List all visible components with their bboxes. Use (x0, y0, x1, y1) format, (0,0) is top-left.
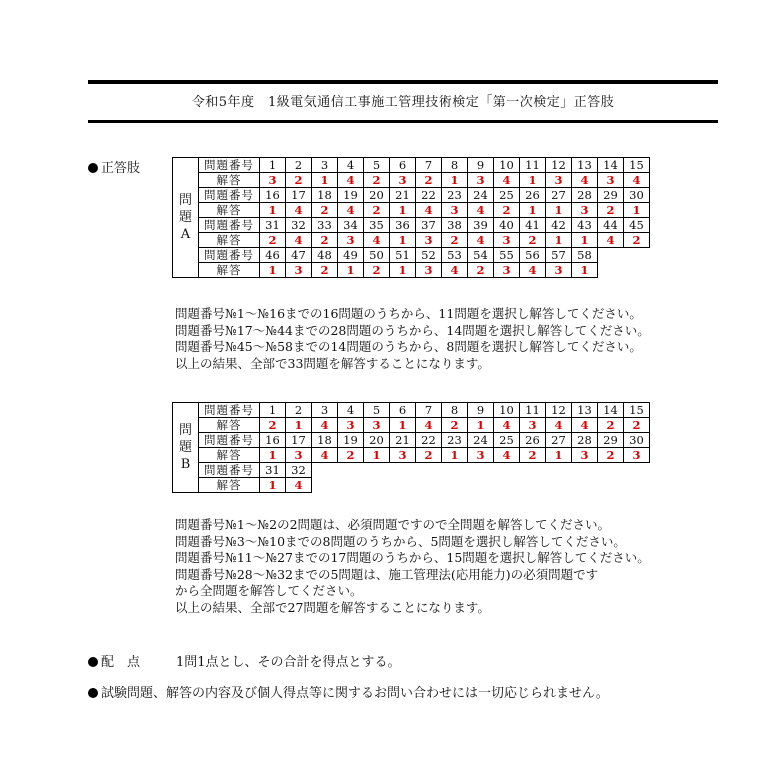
side-label-char: A (180, 227, 191, 242)
question-number-cell: 7 (416, 158, 442, 173)
question-number-cell: 30 (624, 188, 650, 203)
empty-cell (442, 463, 468, 478)
question-number-cell: 24 (468, 433, 494, 448)
question-number-cell: 13 (572, 403, 598, 418)
answer-cell: 1 (572, 263, 598, 278)
question-number-cell: 35 (364, 218, 390, 233)
question-number-cell: 36 (390, 218, 416, 233)
answer-cell: 4 (286, 233, 312, 248)
answer-cell: 3 (546, 263, 572, 278)
answer-row (173, 418, 650, 433)
question-number-cell: 21 (390, 433, 416, 448)
question-number-cell: 5 (364, 403, 390, 418)
question-number-cell: 27 (546, 188, 572, 203)
empty-cell (624, 248, 650, 263)
question-number-cell: 10 (494, 403, 520, 418)
empty-cell (442, 478, 468, 493)
table-side-label (173, 158, 199, 278)
answer-cell: 4 (572, 173, 598, 188)
question-number-cell: 54 (468, 248, 494, 263)
answer-cell: 1 (390, 263, 416, 278)
empty-cell (546, 463, 572, 478)
answer-cell: 2 (260, 233, 286, 248)
question-number-cell: 28 (572, 188, 598, 203)
answer-header: 解答 (199, 173, 260, 188)
answer-cell: 1 (572, 233, 598, 248)
answer-cell: 1 (286, 418, 312, 433)
question-number-cell: 52 (416, 248, 442, 263)
answer-cell: 3 (572, 448, 598, 463)
empty-cell (520, 463, 546, 478)
side-label-char: 問 (178, 193, 192, 208)
inquiry-note-text: 試験問題、解答の内容及び個人得点等に関するお問い合わせには一切応じられません。 (101, 686, 609, 701)
answer-cell: 3 (338, 418, 364, 433)
question-number-header: 問題番号 (199, 433, 260, 448)
question-number-cell: 26 (520, 188, 546, 203)
question-number-cell: 29 (598, 433, 624, 448)
question-number-cell: 32 (286, 218, 312, 233)
empty-cell (572, 478, 598, 493)
empty-cell (338, 478, 364, 493)
question-number-cell: 49 (338, 248, 364, 263)
answer-cell: 1 (442, 173, 468, 188)
empty-cell (338, 463, 364, 478)
empty-cell (598, 478, 624, 493)
answer-cell: 1 (260, 203, 286, 218)
answer-cell: 1 (546, 203, 572, 218)
answer-cell: 1 (364, 448, 390, 463)
question-number-cell: 19 (338, 188, 364, 203)
answer-cell: 1 (520, 203, 546, 218)
answers-section-label (88, 157, 140, 176)
question-number-cell: 11 (520, 403, 546, 418)
document-title: 令和5年度 1級電気通信工事施工管理技術検定「第一次検定」正答肢 (191, 95, 615, 110)
note-line: 問題番号№1～№2の2問題は、必須問題ですので全問題を解答してください。 (175, 517, 611, 532)
title-underline (88, 120, 718, 123)
answer-cell: 4 (494, 448, 520, 463)
answer-cell: 3 (598, 173, 624, 188)
question-number-cell: 14 (598, 403, 624, 418)
empty-cell (416, 463, 442, 478)
question-number-cell: 11 (520, 158, 546, 173)
empty-cell (624, 478, 650, 493)
note-line: 問題番号№1～№16までの16問題のうちから、11問題を選択し解答してください。 (175, 306, 642, 321)
answer-cell: 4 (286, 478, 312, 493)
answer-header: 解答 (199, 448, 260, 463)
answer-cell: 1 (624, 203, 650, 218)
empty-cell (546, 478, 572, 493)
answer-cell: 2 (624, 418, 650, 433)
question-number-cell: 22 (416, 433, 442, 448)
question-number-cell: 12 (546, 158, 572, 173)
question-number-cell: 19 (338, 433, 364, 448)
answer-cell: 4 (520, 263, 546, 278)
answer-cell: 4 (312, 448, 338, 463)
question-number-cell: 9 (468, 403, 494, 418)
answer-table-a (172, 157, 650, 278)
answer-cell: 1 (260, 263, 286, 278)
answer-cell: 2 (364, 263, 390, 278)
question-number-cell: 2 (286, 403, 312, 418)
question-number-cell: 27 (546, 433, 572, 448)
answer-cell: 3 (468, 448, 494, 463)
question-number-cell: 12 (546, 403, 572, 418)
question-number-row (173, 248, 650, 263)
note-line: から全問題を解答してください。 (175, 583, 363, 598)
answer-cell: 1 (520, 173, 546, 188)
question-number-cell: 20 (364, 188, 390, 203)
question-number-cell: 10 (494, 158, 520, 173)
note-line: 以上の結果、全部で33問題を解答することになります。 (175, 355, 490, 371)
answer-cell: 1 (546, 233, 572, 248)
question-number-cell: 40 (494, 218, 520, 233)
side-label-char: 題 (178, 210, 192, 225)
empty-cell (598, 263, 624, 278)
empty-cell (572, 463, 598, 478)
answer-cell: 1 (390, 233, 416, 248)
table-b-notes (175, 517, 650, 616)
answer-cell: 4 (598, 233, 624, 248)
question-number-cell: 16 (260, 188, 286, 203)
side-label-char: 問 (178, 423, 192, 438)
question-number-cell: 18 (312, 433, 338, 448)
question-number-cell: 28 (572, 433, 598, 448)
answer-cell: 4 (338, 173, 364, 188)
answer-row (173, 263, 650, 278)
question-number-cell: 8 (442, 403, 468, 418)
question-number-cell: 50 (364, 248, 390, 263)
question-number-header: 問題番号 (199, 248, 260, 263)
question-number-cell: 7 (416, 403, 442, 418)
answer-cell: 4 (416, 203, 442, 218)
answer-cell: 2 (520, 233, 546, 248)
note-line: 問題番号№3～№10までの8問題のうちから、5問題を選択し解答してください。 (175, 533, 626, 549)
question-number-cell: 6 (390, 403, 416, 418)
question-number-cell: 31 (260, 463, 286, 478)
empty-cell (520, 478, 546, 493)
answer-cell: 4 (546, 418, 572, 433)
table-a-notes (175, 306, 650, 372)
question-number-cell: 25 (494, 433, 520, 448)
question-number-cell: 18 (312, 188, 338, 203)
answer-cell: 1 (468, 418, 494, 433)
answer-cell: 1 (260, 448, 286, 463)
empty-cell (468, 478, 494, 493)
answer-cell: 4 (624, 173, 650, 188)
answer-cell: 1 (260, 478, 286, 493)
empty-cell (364, 463, 390, 478)
answer-cell: 3 (494, 263, 520, 278)
answer-cell: 2 (468, 263, 494, 278)
question-number-cell: 17 (286, 433, 312, 448)
question-number-cell: 8 (442, 158, 468, 173)
answer-row (173, 173, 650, 188)
answer-cell: 3 (364, 418, 390, 433)
question-number-cell: 23 (442, 433, 468, 448)
question-number-cell: 15 (624, 403, 650, 418)
answer-header: 解答 (199, 203, 260, 218)
answer-cell: 1 (338, 263, 364, 278)
question-number-cell: 23 (442, 188, 468, 203)
question-number-header: 問題番号 (199, 218, 260, 233)
answer-cell: 3 (390, 173, 416, 188)
answer-header: 解答 (199, 233, 260, 248)
answers-section-label-text: 正答肢 (101, 161, 141, 176)
answer-cell: 4 (312, 418, 338, 433)
question-number-cell: 57 (546, 248, 572, 263)
question-number-row (173, 188, 650, 203)
question-number-cell: 56 (520, 248, 546, 263)
answer-cell: 3 (390, 448, 416, 463)
scoring-label-text: 配 点 (101, 655, 141, 670)
answer-cell: 2 (442, 418, 468, 433)
question-number-cell: 16 (260, 433, 286, 448)
question-number-cell: 21 (390, 188, 416, 203)
answer-cell: 3 (468, 173, 494, 188)
question-number-cell: 2 (286, 158, 312, 173)
answer-cell: 1 (546, 448, 572, 463)
answer-cell: 2 (416, 448, 442, 463)
answer-cell: 3 (624, 448, 650, 463)
note-line: 問題番号№17～№44までの28問題のうちから、14問題を選択し解答してください。 (175, 322, 650, 338)
note-line: 以上の結果、全部で27問題を解答することになります。 (175, 599, 490, 615)
question-number-cell: 32 (286, 463, 312, 478)
empty-cell (598, 463, 624, 478)
answer-cell: 1 (312, 173, 338, 188)
answer-cell: 4 (468, 203, 494, 218)
answer-cell: 4 (416, 418, 442, 433)
empty-cell (416, 478, 442, 493)
question-number-cell: 30 (624, 433, 650, 448)
empty-cell (390, 478, 416, 493)
answer-cell: 2 (494, 203, 520, 218)
question-number-cell: 25 (494, 188, 520, 203)
empty-cell (624, 263, 650, 278)
question-number-cell: 44 (598, 218, 624, 233)
answer-header: 解答 (199, 418, 260, 433)
answer-cell: 4 (364, 233, 390, 248)
answer-cell: 1 (390, 203, 416, 218)
answer-cell: 3 (338, 233, 364, 248)
answer-cell: 4 (494, 418, 520, 433)
question-number-row (173, 158, 650, 173)
question-number-cell: 3 (312, 158, 338, 173)
answer-cell: 3 (416, 233, 442, 248)
answer-cell: 2 (312, 263, 338, 278)
answer-row (173, 203, 650, 218)
question-number-cell: 31 (260, 218, 286, 233)
question-number-cell: 14 (598, 158, 624, 173)
question-number-cell: 37 (416, 218, 442, 233)
answer-cell: 4 (338, 203, 364, 218)
answer-cell: 4 (494, 173, 520, 188)
question-number-cell: 38 (442, 218, 468, 233)
answer-cell: 4 (468, 233, 494, 248)
question-number-cell: 47 (286, 248, 312, 263)
question-number-row (173, 463, 650, 478)
question-number-cell: 6 (390, 158, 416, 173)
empty-cell (390, 463, 416, 478)
bullet-icon (88, 163, 98, 173)
top-rule (88, 80, 718, 84)
answer-header: 解答 (199, 263, 260, 278)
question-number-cell: 34 (338, 218, 364, 233)
answer-cell: 4 (286, 203, 312, 218)
scoring-label (88, 651, 140, 670)
answer-cell: 2 (520, 448, 546, 463)
question-number-row (173, 433, 650, 448)
answer-cell: 2 (598, 418, 624, 433)
question-number-header: 問題番号 (199, 188, 260, 203)
question-number-cell: 17 (286, 188, 312, 203)
question-number-cell: 58 (572, 248, 598, 263)
inquiry-note (88, 682, 609, 701)
answer-cell: 2 (286, 173, 312, 188)
answer-cell: 2 (364, 203, 390, 218)
answer-header: 解答 (199, 478, 260, 493)
question-number-cell: 1 (260, 158, 286, 173)
question-number-cell: 53 (442, 248, 468, 263)
empty-cell (312, 463, 338, 478)
note-line: 問題番号№28～№32までの5問題は、施工管理法(応用能力)の必須問題です (175, 566, 599, 582)
answer-cell: 3 (286, 263, 312, 278)
empty-cell (364, 478, 390, 493)
answer-cell: 2 (598, 203, 624, 218)
question-number-cell: 51 (390, 248, 416, 263)
question-number-cell: 39 (468, 218, 494, 233)
answer-cell: 2 (624, 233, 650, 248)
question-number-row (173, 403, 650, 418)
question-number-cell: 46 (260, 248, 286, 263)
answer-cell: 3 (442, 203, 468, 218)
question-number-cell: 24 (468, 188, 494, 203)
question-number-cell: 29 (598, 188, 624, 203)
answer-cell: 3 (286, 448, 312, 463)
answer-cell: 4 (572, 418, 598, 433)
question-number-cell: 22 (416, 188, 442, 203)
empty-cell (312, 478, 338, 493)
answer-cell: 2 (364, 173, 390, 188)
answer-cell: 3 (260, 173, 286, 188)
question-number-cell: 55 (494, 248, 520, 263)
answer-table-b (172, 402, 650, 493)
empty-cell (468, 463, 494, 478)
empty-cell (624, 463, 650, 478)
answer-cell: 2 (312, 233, 338, 248)
answer-cell: 2 (338, 448, 364, 463)
question-number-cell: 43 (572, 218, 598, 233)
answer-row (173, 478, 650, 493)
bullet-icon (88, 688, 98, 698)
answer-cell: 3 (520, 418, 546, 433)
side-label-char: 題 (178, 440, 192, 455)
answer-row (173, 448, 650, 463)
question-number-cell: 26 (520, 433, 546, 448)
bullet-icon (88, 657, 98, 667)
empty-cell (598, 248, 624, 263)
question-number-cell: 13 (572, 158, 598, 173)
answer-cell: 1 (442, 448, 468, 463)
question-number-cell: 45 (624, 218, 650, 233)
question-number-cell: 4 (338, 158, 364, 173)
question-number-cell: 48 (312, 248, 338, 263)
answer-cell: 2 (442, 233, 468, 248)
answer-cell: 2 (598, 448, 624, 463)
question-number-cell: 4 (338, 403, 364, 418)
empty-cell (494, 478, 520, 493)
note-line: 問題番号№11～№27までの17問題のうちから、15問題を選択し解答してください。 (175, 550, 650, 565)
answer-cell: 2 (416, 173, 442, 188)
question-number-cell: 1 (260, 403, 286, 418)
question-number-header: 問題番号 (199, 158, 260, 173)
question-number-cell: 20 (364, 433, 390, 448)
answer-cell: 3 (494, 233, 520, 248)
question-number-cell: 5 (364, 158, 390, 173)
question-number-cell: 41 (520, 218, 546, 233)
question-number-header: 問題番号 (199, 403, 260, 418)
answer-cell: 2 (312, 203, 338, 218)
answer-cell: 3 (416, 263, 442, 278)
answer-row (173, 233, 650, 248)
scoring-text: 1問1点とし、その合計を得点とする。 (176, 655, 401, 670)
question-number-cell: 33 (312, 218, 338, 233)
question-number-cell: 3 (312, 403, 338, 418)
answer-cell: 3 (572, 203, 598, 218)
question-number-row (173, 218, 650, 233)
table-side-label (173, 403, 199, 493)
note-line: 問題番号№45～№58までの14問題のうちから、8問題を選択し解答してください。 (175, 339, 642, 354)
question-number-cell: 9 (468, 158, 494, 173)
question-number-header: 問題番号 (199, 463, 260, 478)
question-number-cell: 42 (546, 218, 572, 233)
answer-cell: 4 (442, 263, 468, 278)
question-number-cell: 15 (624, 158, 650, 173)
answer-cell: 3 (546, 173, 572, 188)
side-label-char: B (180, 457, 191, 472)
empty-cell (494, 463, 520, 478)
answer-cell: 1 (390, 418, 416, 433)
answer-cell: 2 (260, 418, 286, 433)
